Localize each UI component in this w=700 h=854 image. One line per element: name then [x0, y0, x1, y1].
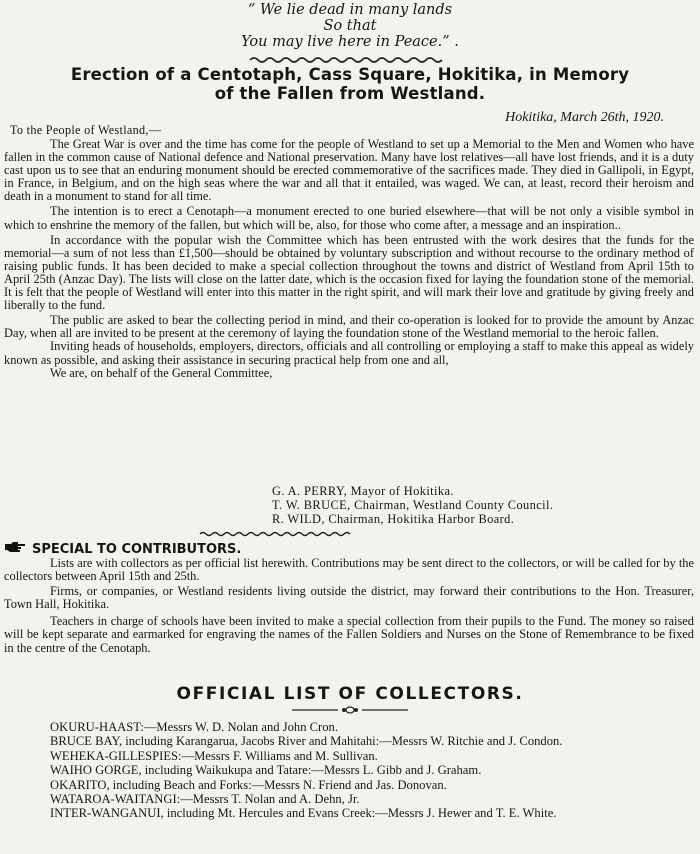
- collector-bruce-bay: BRUCE BAY, including Karangarua, Jacobs River and Mahitahi:—Messrs W. Ritchie and J. Condon.: [50, 734, 563, 749]
- motto-line-2: So that: [323, 18, 377, 34]
- collector-weheka-gillespies: WEHEKA-GILLESPIES:—Messrs F. Williams and M. Sullivan.: [50, 748, 378, 763]
- special-heading: [4, 541, 241, 557]
- collector-waiho-gorge: WAIHO GORGE, including Waikukupa and Tatare:—Messrs L. Gibb and J. Graham.: [50, 763, 482, 778]
- salutation: To the People of Westland,—: [10, 123, 162, 137]
- paragraph-cenotaph: The intention is to erect a Cenotaph—a monument erected to one buried elsewhere—that will be not only a visible symbol in which to enshrine the memory of the fallen, but which will be, also, for those who come after, a message and an inspiration..: [4, 204, 694, 232]
- appeal-body: [4, 138, 694, 380]
- official-heading: OFFICIAL LIST OF COLLECTORS.: [176, 684, 524, 704]
- motto-line-3: You may live here in Peace.” .: [241, 34, 459, 50]
- special-paragraph-teachers: Teachers in charge of schools have been invited to make a special collection from their pupils to the Fund. The money so raised will be kept separate and earmarked for engraving the names of the Fallen Soldiers and Nurses on the Stone of Remembrance to be fixed in the centre of the Cenotaph.: [4, 614, 694, 655]
- signatory-bruce: T. W. BRUCE, Chairman, Westland County Council.: [272, 498, 554, 512]
- signatory-perry: G. A. PERRY, Mayor of Hokitika.: [272, 484, 454, 498]
- special-paragraph-firms: Firms, or companies, or Westland residents living outside the district, may forward their contributions to the Hon. Treasurer, Town Hall, Hokitika.: [4, 584, 694, 612]
- special-body: [4, 557, 694, 655]
- headline-line-2: of the Fallen from Westland.: [214, 84, 486, 103]
- paragraph-inviting: Inviting heads of households, employers, directors, officials and all controlling or employing a staff to make this appeal as widely known as possible, and asking their assistance in securing practical help from one and all,: [4, 339, 694, 367]
- dateline: Hokitika, March 26th, 1920.: [505, 110, 664, 125]
- paragraph-funds: In accordance with the popular wish the Committee which has been entrusted with the work desires that the funds for the memorial—a sum of not less than £1,500—should be obtained by voluntary subscription and without recourse to the ordinary method of raising public funds. It has been decided to make a special collection throughout the towns and district of Westland from April 15th to April 25th (Anzac Day). The lists will close on the latter date, which is the occasion fixed for laying the foundation stone of the memorial. It is felt that the people of Westland will enter into this matter in the right spirit, and will mark their love and gratitude by giving freely and liberally to the fund.: [4, 232, 694, 313]
- special-paragraph-lists: Lists are with collectors as per official list herewith. Contributions may be sent direct to the collectors, or will be called for by the collectors between April 15th and 25th.: [4, 556, 694, 584]
- collector-inter-wanganui: INTER-WANGANUI, including Mt. Hercules and Evans Creek:—Messrs J. Hewer and T. E. White.: [50, 806, 557, 821]
- paragraph-public: The public are asked to bear the collecting period in mind, and their co-operation is looked for to provide the amount by Anzac Day, when all are invited to be present at the ceremony of laying the foundation stone of the Westland memorial to the heroic fallen.: [4, 313, 694, 341]
- ornament-rule: [0, 705, 700, 718]
- wavy-rule-middle: [0, 530, 700, 538]
- signatory-wild: R. WILD, Chairman, Hokitika Harbor Board.: [272, 512, 515, 526]
- headline-line-1: Erection of a Centotaph, Cass Square, Hokitika, in Memory: [70, 65, 630, 84]
- collector-wataroa-waitangi: WATAROA-WAITANGI:—Messrs T. Nolan and A. Dehn, Jr.: [50, 792, 360, 807]
- collectors-list: [0, 720, 695, 821]
- collector-okuru-haast: OKURU-HAAST:—Messrs W. D. Nolan and John Cron.: [50, 720, 338, 734]
- motto-line-1: “ We lie dead in many lands: [247, 2, 453, 18]
- wavy-rule-top: [0, 55, 700, 65]
- pointing-hand-icon: [4, 541, 26, 557]
- collector-okarito: OKARITO, including Beach and Forks:—Messrs N. Friend and Jas. Donovan.: [50, 777, 447, 792]
- special-heading-text: SPECIAL TO CONTRIBUTORS.: [32, 542, 242, 557]
- paragraph-behalf: We are, on behalf of the General Committee,: [50, 365, 273, 380]
- paragraph-war-over: The Great War is over and the time has come for the people of Westland to set up a Memorial to the Men and Women who have fallen in the common cause of National defence and National preservation. Many have lost relatives—all have lost friends, and it is a duty cast upon us to see that an enduring monument should be erected commemorative of the sacrifices made. They died in Gallipoli, in Egypt, in France, in Belgium, and on the high seas where the war and all that it entailed, was waged. We can, at least, record their heroism and death in a monument to stand for all time.: [4, 137, 694, 204]
